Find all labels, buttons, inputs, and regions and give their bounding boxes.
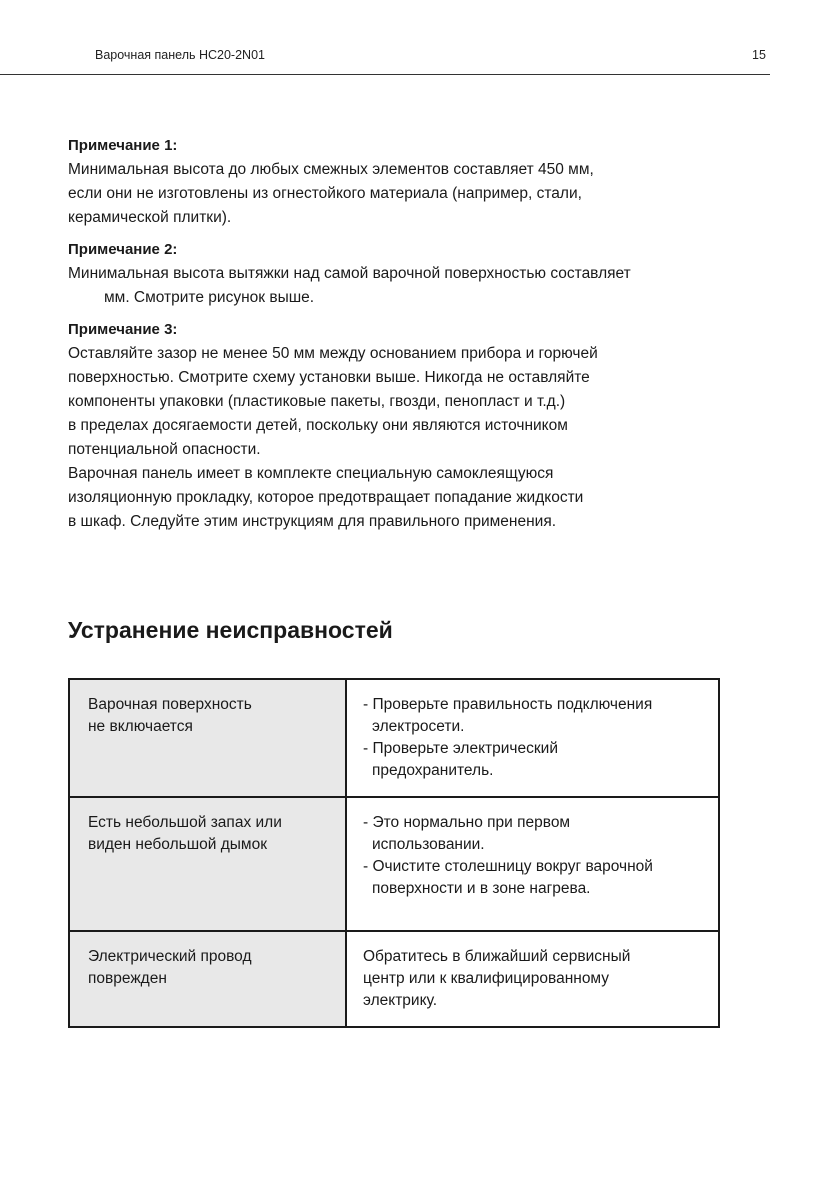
solution-line: центр или к квалифицированному <box>363 970 610 987</box>
note-heading: Примечание 3: <box>68 321 178 338</box>
text-line: поверхностью. Смотрите схему установки выше. Никогда не оставляйте <box>68 369 590 386</box>
text-line: Минимальная высота до любых смежных элементов составляет 450 мм, <box>68 161 594 178</box>
note-1 <box>68 134 768 230</box>
solution-line: Обратитесь в ближайший сервисный <box>363 948 631 965</box>
text-line: мм. Смотрите рисунок выше. <box>104 289 315 306</box>
text-line: потенциальной опасности. <box>68 441 261 458</box>
page-number: 15 <box>752 48 766 62</box>
problem-line: не включается <box>88 718 193 735</box>
table-row <box>69 797 719 931</box>
solution-cell <box>346 679 719 797</box>
solution-item <box>363 812 702 856</box>
note-heading: Примечание 2: <box>68 241 178 258</box>
solution-line: электрику. <box>363 992 438 1009</box>
note-2 <box>68 238 768 310</box>
solution-line: - Проверьте правильность подключения <box>363 696 653 713</box>
text-line: Оставляйте зазор не менее 50 мм между основанием прибора и горючей <box>68 345 598 362</box>
notes-section <box>68 134 768 542</box>
text-line: в пределах досягаемости детей, поскольку они являются источником <box>68 417 568 434</box>
problem-cell <box>69 931 346 1027</box>
table-row <box>69 931 719 1027</box>
problem-line: Есть небольшой запах или <box>88 814 282 831</box>
note-3 <box>68 318 768 534</box>
solution-cell <box>346 797 719 931</box>
solution-line: электросети. <box>372 718 465 735</box>
note-text <box>68 342 768 534</box>
solution-line: - Это нормально при первом <box>363 814 571 831</box>
solution-line: предохранитель. <box>372 762 494 779</box>
solution-line: поверхности и в зоне нагрева. <box>372 880 591 897</box>
solution-item <box>363 946 702 1012</box>
text-line: компоненты упаковки (пластиковые пакеты, гвозди, пенопласт и т.д.) <box>68 393 566 410</box>
problem-line: Варочная поверхность <box>88 696 252 713</box>
text-line: керамической плитки). <box>68 209 232 226</box>
solution-line: - Проверьте электрический <box>363 740 558 757</box>
text-line: Варочная панель имеет в комплекте специальную самоклеящуюся <box>68 465 554 482</box>
problem-line: Электрический провод <box>88 948 252 965</box>
problem-line: поврежден <box>88 970 167 987</box>
problem-line: виден небольшой дымок <box>88 836 267 853</box>
troubleshooting-table <box>68 678 720 1028</box>
problem-cell <box>69 797 346 931</box>
solution-line: - Очистите столешницу вокруг варочной <box>363 858 653 875</box>
document-title: Варочная панель HC20-2N01 <box>95 48 265 62</box>
solution-item <box>363 738 702 782</box>
note-text <box>68 262 768 310</box>
text-line: в шкаф. Следуйте этим инструкциям для правильного применения. <box>68 513 557 530</box>
page-header <box>0 0 770 75</box>
note-heading: Примечание 1: <box>68 137 178 154</box>
text-line: изоляционную прокладку, которое предотвращает попадание жидкости <box>68 489 584 506</box>
problem-cell <box>69 679 346 797</box>
note-text <box>68 158 768 230</box>
text-line: Минимальная высота вытяжки над самой варочной поверхностью составляет <box>68 265 631 282</box>
solution-item <box>363 694 702 738</box>
solution-cell <box>346 931 719 1027</box>
solution-line: использовании. <box>372 836 485 853</box>
section-title: Устранение неисправностей <box>68 617 393 643</box>
text-line: если они не изготовлены из огнестойкого материала (например, стали, <box>68 185 582 202</box>
table-row <box>69 679 719 797</box>
solution-item <box>363 856 702 900</box>
